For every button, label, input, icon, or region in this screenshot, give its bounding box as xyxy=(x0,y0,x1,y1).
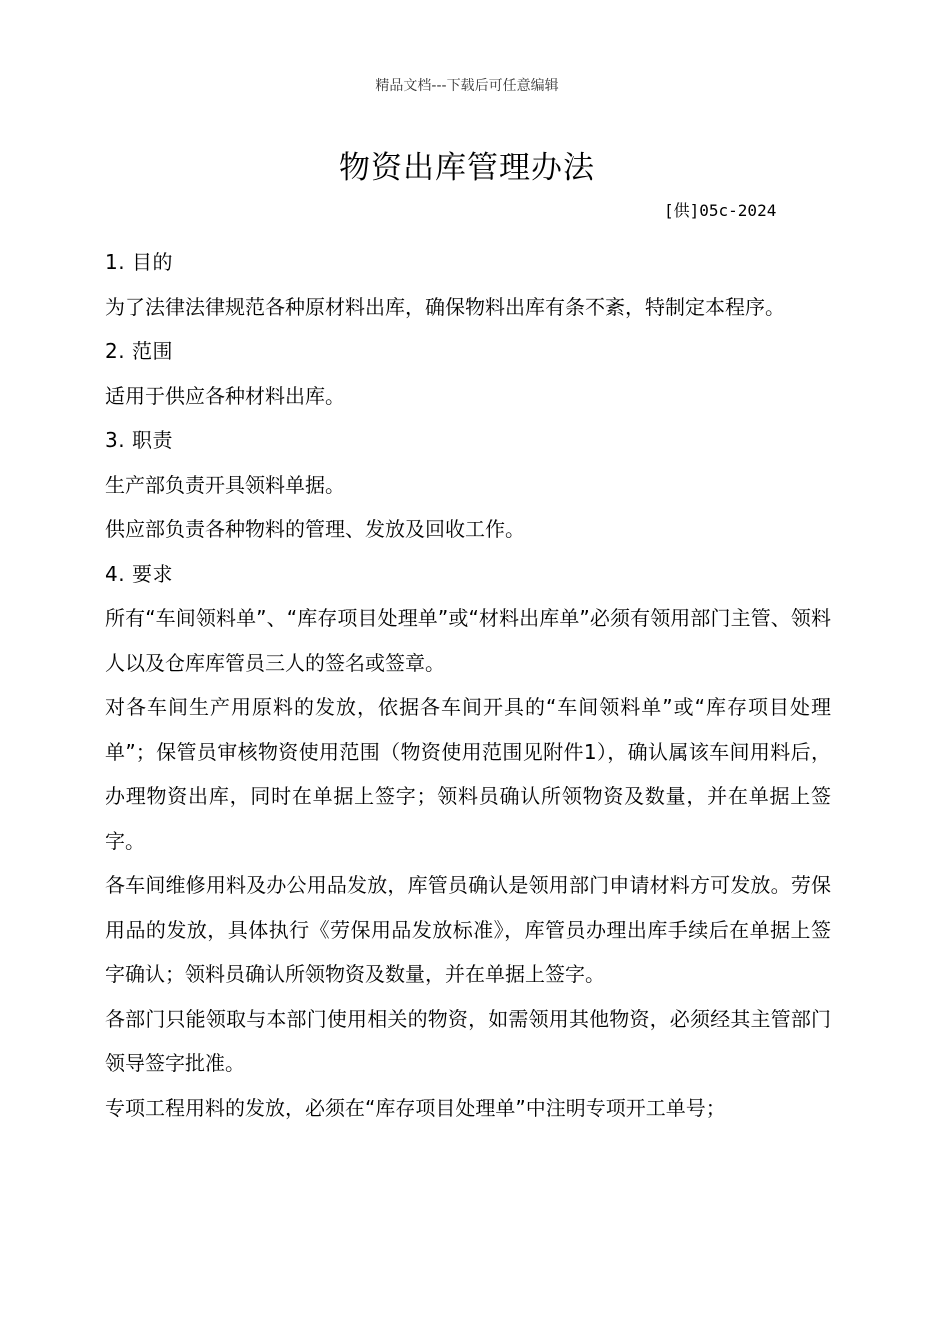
paragraph-signature-requirement: 所有“车间领料单”、“库存项目处理单”或“材料出库单”必须有领用部门主管、领料人以及仓库库管员三人的签名或签章。 xyxy=(105,606,831,675)
paragraph-production-material-issue: 对各车间生产用原料的发放，依据各车间开具的“车间领料单”或“库存项目处理单”；保管员审核物资使用范围（物资使用范围见附件1），确认属该车间用料后，办理物资出库，同时在单据上签字；领料员确认所领物资及数量，并在单据上签字。 xyxy=(105,695,831,853)
section-heading-requirements: 4. 要求 xyxy=(105,561,173,586)
page-title: 物资出库管理办法 xyxy=(339,150,595,186)
header-note: 精品文档---下载后可任意编辑 xyxy=(375,78,559,94)
paragraph-production-dept: 生产部负责开具领料单据。 xyxy=(105,472,345,497)
section-heading-purpose: 1. 目的 xyxy=(105,250,173,274)
paragraph-special-project-materials: 专项工程用料的发放，必须在“库存项目处理单”中注明专项开工单号； xyxy=(105,1095,726,1120)
paragraph-department-limits: 各部门只能领取与本部门使用相关的物资，如需领用其他物资，必须经其主管部门领导签字批准。 xyxy=(105,1006,831,1075)
document-code: [供]05c-2024 xyxy=(664,201,777,220)
paragraph-maintenance-office-supplies: 各车间维修用料及办公用品发放，库管员确认是领用部门申请材料方可发放。劳保用品的发放，具体执行《劳保用品发放标准》，库管员办理出库手续后在单据上签字确认；领料员确认所领物资及数量，并在单据上签字。 xyxy=(105,873,831,986)
paragraph-supply-dept: 供应部负责各种物料的管理、发放及回收工作。 xyxy=(105,517,525,541)
paragraph-purpose: 为了法律法律规范各种原材料出库，确保物料出库有条不紊，特制定本程序。 xyxy=(105,294,785,319)
paragraph-scope: 适用于供应各种材料出库。 xyxy=(105,383,345,408)
section-heading-scope: 2. 范围 xyxy=(105,339,173,363)
document-body xyxy=(105,240,831,1130)
section-heading-responsibilities: 3. 职责 xyxy=(105,428,173,452)
